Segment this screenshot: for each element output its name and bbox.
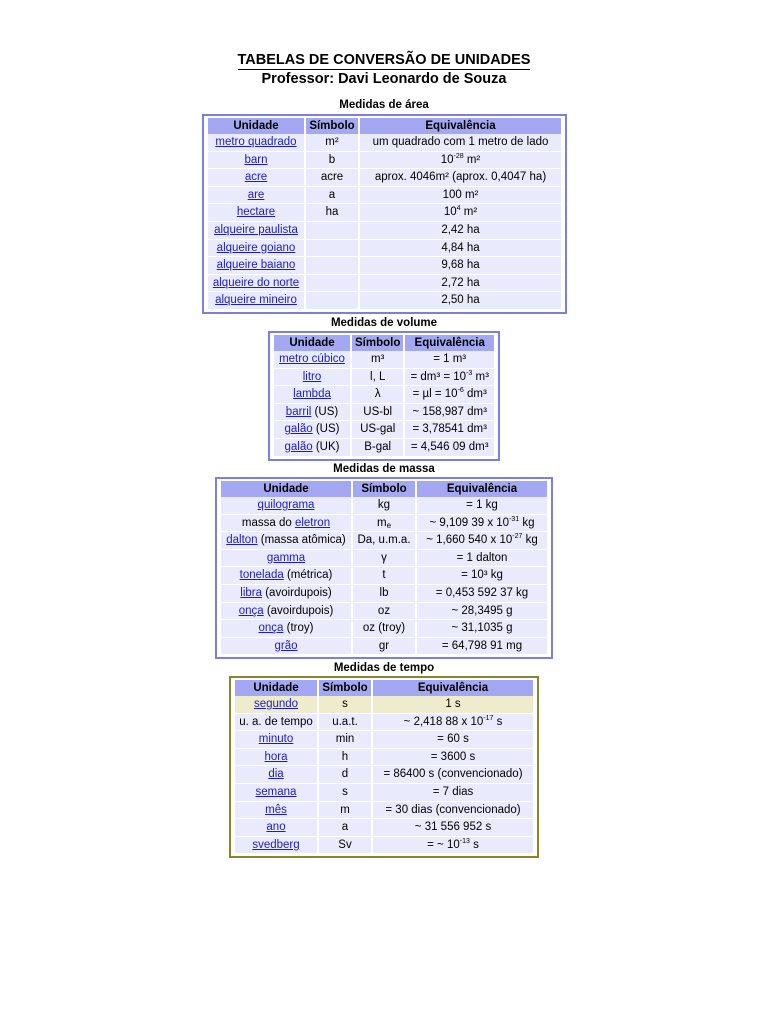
- table-row: [235, 766, 533, 784]
- unit-link[interactable]: galão: [284, 423, 313, 436]
- symbol-text: min: [335, 733, 355, 746]
- unit-cell: [221, 567, 351, 585]
- exponent: 4: [456, 205, 461, 213]
- unit-cell: [208, 187, 304, 205]
- equivalence-cell: [417, 497, 547, 515]
- equivalence-cell: [360, 152, 561, 170]
- exponent: -28: [453, 152, 464, 160]
- symbol-cell: [319, 802, 371, 820]
- equivalence-unit: kg: [522, 534, 538, 547]
- table-row: [235, 802, 533, 820]
- equivalence-cell: [373, 819, 533, 837]
- equivalence-cell: [417, 620, 547, 638]
- symbol-cell: [352, 369, 403, 387]
- unit-cell: [274, 439, 350, 457]
- unit-cell: [235, 802, 317, 820]
- symbol-text: oz: [377, 604, 391, 617]
- unit-cell: [235, 731, 317, 749]
- equivalence-cell: [360, 275, 561, 293]
- symbol-cell: [353, 532, 415, 550]
- unit-cell: [208, 152, 304, 170]
- equivalence-cell: [405, 386, 494, 404]
- symbol-text: m²: [325, 136, 339, 148]
- table-row: [208, 134, 561, 152]
- symbol-subscript: e: [386, 520, 392, 530]
- unit-cell: [235, 696, 317, 714]
- equivalence-cell: [373, 784, 533, 802]
- unit-link[interactable]: ano: [266, 821, 286, 834]
- equivalence-text: 100 m²: [442, 188, 479, 201]
- equivalence-text: ~ 158,987 dm³: [412, 405, 487, 418]
- equivalence-cell: [360, 169, 561, 187]
- equivalence-text: 2,50 ha: [441, 294, 480, 307]
- unit-cell: [221, 585, 351, 603]
- symbol-column-header: Símbolo: [306, 118, 358, 134]
- symbol-text: a: [328, 188, 336, 201]
- unit-link[interactable]: alqueire do norte: [212, 276, 300, 289]
- symbol-text: ha: [325, 206, 339, 219]
- time-table: [233, 680, 535, 854]
- equivalence-text: = 7 dias: [432, 785, 474, 798]
- mass-table-body: [221, 497, 547, 655]
- equivalence-cell: [373, 837, 533, 855]
- equivalence-text: = 86400 s (convencionado): [383, 768, 523, 781]
- unit-prefix: massa do: [241, 516, 295, 529]
- equivalence-cell: [405, 369, 494, 387]
- table-row: [235, 696, 533, 714]
- symbol-cell: [353, 620, 415, 638]
- symbol-text: s: [342, 698, 348, 710]
- exponent: -3: [466, 369, 473, 377]
- unit-cell: [208, 204, 304, 222]
- equivalence-unit: m²: [460, 206, 478, 219]
- equivalence-cell: [373, 766, 533, 784]
- unit-link[interactable]: acre: [244, 171, 268, 184]
- unit-cell: [208, 257, 304, 275]
- table-row: [208, 240, 561, 258]
- document-subtitle: Professor: Davi Leonardo de Souza: [261, 71, 507, 87]
- unit-cell: [235, 784, 317, 802]
- table-row: [221, 532, 547, 550]
- unit-suffix: (métrica): [283, 569, 333, 582]
- equivalence-text: aprox. 4046m² (aprox. 0,4047 ha): [374, 171, 547, 184]
- unit-suffix: (US): [311, 405, 339, 418]
- unit-column-header: Unidade: [235, 680, 317, 696]
- unit-link[interactable]: quilograma: [257, 499, 315, 511]
- unit-link[interactable]: onça: [238, 604, 264, 617]
- table-row: [221, 515, 547, 533]
- area-table-box: [202, 114, 567, 314]
- equivalence-text: um quadrado com 1 metro de lado: [372, 136, 549, 148]
- equivalence-text: = 3,78541 dm³: [412, 423, 487, 436]
- symbol-cell: [306, 152, 358, 170]
- equivalence-cell: [405, 439, 494, 457]
- equivalence-unit: m²: [463, 153, 481, 166]
- symbol-cell: [352, 421, 403, 439]
- unit-column-header: Unidade: [274, 335, 350, 351]
- unit-link[interactable]: hectare: [236, 206, 276, 219]
- unit-link[interactable]: litro: [302, 370, 322, 383]
- unit-link[interactable]: minuto: [258, 733, 294, 746]
- equivalence-unit: m³: [472, 370, 489, 383]
- unit-link[interactable]: libra: [240, 586, 263, 599]
- symbol-cell: [353, 515, 415, 533]
- area-table: [206, 118, 563, 310]
- time-table-body: [235, 696, 533, 854]
- equivalence-text: = dm³ = 10: [410, 370, 467, 383]
- symbol-cell: [306, 204, 358, 222]
- unit-cell: [221, 638, 351, 656]
- document-title: TABELAS DE CONVERSÃO DE UNIDADES: [237, 52, 531, 68]
- unit-link[interactable]: dia: [268, 768, 284, 781]
- equivalence-cell: [405, 421, 494, 439]
- unit-link[interactable]: galão: [284, 440, 313, 453]
- symbol-cell: [306, 292, 358, 310]
- equivalence-cell: [360, 187, 561, 205]
- equivalence-unit: kg: [519, 516, 535, 529]
- equivalence-cell: [405, 404, 494, 422]
- symbol-text: acre: [320, 171, 344, 184]
- equivalence-text: 4,84 ha: [441, 241, 480, 254]
- unit-cell: [235, 714, 317, 732]
- unit-column-header: Unidade: [221, 481, 351, 497]
- unit-link[interactable]: eletron: [294, 516, 331, 529]
- equivalence-column-header: Equivalência: [373, 680, 533, 696]
- symbol-cell: [306, 275, 358, 293]
- symbol-cell: [352, 404, 403, 422]
- symbol-text: Da, u.m.a.: [357, 534, 411, 547]
- equivalence-cell: [417, 585, 547, 603]
- equivalence-cell: [417, 515, 547, 533]
- equivalence-text: = 64,798 91 mg: [441, 639, 523, 652]
- unit-cell: [221, 603, 351, 621]
- table-row: [235, 731, 533, 749]
- equivalence-cell: [373, 696, 533, 714]
- symbol-cell: [319, 784, 371, 802]
- symbol-cell: [353, 550, 415, 568]
- unit-cell: [208, 275, 304, 293]
- symbol-text: US-gal: [360, 423, 396, 436]
- unit-suffix: (massa atômica): [257, 534, 346, 547]
- exponent: -17: [483, 714, 494, 722]
- exponent: -27: [512, 533, 523, 541]
- mass-table: [219, 481, 549, 655]
- symbol-cell: [352, 351, 403, 369]
- equivalence-cell: [417, 550, 547, 568]
- table-row: [221, 567, 547, 585]
- table-row: [221, 550, 547, 568]
- table-row: [274, 351, 494, 369]
- unit-link[interactable]: mês: [265, 803, 287, 816]
- equivalence-text: = ~ 10: [427, 838, 460, 851]
- unit-link[interactable]: grão: [274, 639, 298, 652]
- unit-link[interactable]: semana: [255, 785, 297, 798]
- symbol-cell: [352, 439, 403, 457]
- unit-suffix: (avoirdupois): [263, 604, 334, 617]
- table-row: [235, 819, 533, 837]
- mass-table-box: [215, 477, 553, 659]
- table-row: [208, 222, 561, 240]
- symbol-cell: [306, 222, 358, 240]
- table-row: [235, 784, 533, 802]
- symbol-cell: [306, 257, 358, 275]
- equivalence-cell: [417, 638, 547, 656]
- unit-cell: [208, 222, 304, 240]
- symbol-text: l, L: [370, 370, 386, 383]
- mass-section-title: Medidas de massa: [333, 463, 435, 475]
- equivalence-text: ~ 1,660 540 x 10: [426, 534, 513, 547]
- equivalence-text: 1 s: [445, 698, 461, 710]
- symbol-text: b: [328, 153, 336, 166]
- equivalence-text: ~ 28,3495 g: [451, 604, 513, 617]
- equivalence-unit: dm³: [463, 388, 487, 401]
- symbol-cell: [353, 497, 415, 515]
- symbol-cell: [353, 638, 415, 656]
- area-section-title: Medidas de área: [339, 99, 429, 111]
- unit-column-header: Unidade: [208, 118, 304, 134]
- equivalence-cell: [373, 802, 533, 820]
- unit-suffix: (troy): [283, 622, 314, 635]
- equivalence-text: = 1 kg: [466, 499, 498, 511]
- symbol-cell: [319, 731, 371, 749]
- table-row: [274, 404, 494, 422]
- symbol-text: kg: [377, 499, 391, 511]
- unit-link[interactable]: metro cúbico: [279, 353, 345, 365]
- unit-link[interactable]: alqueire goiano: [216, 241, 296, 254]
- equivalence-column-header: Equivalência: [405, 335, 494, 351]
- equivalence-text: = 10³ kg: [461, 569, 503, 582]
- time-section-title: Medidas de tempo: [333, 662, 435, 674]
- table-row: [235, 714, 533, 732]
- equivalence-text: 2,72 ha: [441, 276, 480, 289]
- equivalence-text: ~ 2,418 88 x 10: [403, 715, 484, 728]
- symbol-cell: [353, 603, 415, 621]
- equivalence-cell: [417, 603, 547, 621]
- equivalence-cell: [360, 240, 561, 258]
- symbol-cell: [319, 837, 371, 855]
- equivalence-text: = 3600 s: [430, 750, 476, 763]
- symbol-text: a: [341, 821, 349, 834]
- unit-link[interactable]: svedberg: [252, 838, 300, 851]
- equivalence-text: = 4,546 09 dm³: [410, 440, 489, 453]
- exponent: -13: [459, 837, 470, 845]
- equivalence-text: = 1 dalton: [456, 551, 508, 564]
- volume-table: [272, 335, 496, 457]
- unit-link[interactable]: barril: [285, 405, 312, 418]
- symbol-text: lb: [379, 586, 389, 599]
- unit-cell: [208, 292, 304, 310]
- unit-cell: [235, 837, 317, 855]
- unit-link[interactable]: barn: [244, 153, 268, 166]
- symbol-text: s: [342, 785, 348, 798]
- equivalence-text: = µl = 10: [412, 388, 458, 401]
- equivalence-text: 2,42 ha: [441, 223, 480, 236]
- unit-suffix: (UK): [312, 440, 340, 453]
- table-row: [208, 204, 561, 222]
- symbol-text: t: [382, 569, 386, 582]
- equivalence-cell: [405, 351, 494, 369]
- equivalence-cell: [360, 292, 561, 310]
- exponent: -6: [457, 387, 464, 395]
- table-row: [208, 257, 561, 275]
- equivalence-cell: [373, 731, 533, 749]
- equivalence-text: ~ 31,1035 g: [451, 622, 513, 635]
- unit-cell: [221, 497, 351, 515]
- symbol-cell: [319, 819, 371, 837]
- unit-link[interactable]: segundo: [253, 698, 299, 710]
- symbol-cell: [319, 714, 371, 732]
- volume-table-box: [268, 331, 500, 461]
- equivalence-text: ~ 31 556 952 s: [414, 821, 492, 834]
- symbol-text: m³: [370, 353, 385, 365]
- unit-cell: [221, 515, 351, 533]
- unit-cell: [274, 404, 350, 422]
- symbol-text: m: [340, 803, 350, 816]
- volume-table-body: [274, 351, 494, 457]
- unit-cell: [221, 550, 351, 568]
- symbol-cell: [319, 766, 371, 784]
- exponent: -31: [509, 515, 520, 523]
- equivalence-text: = 0,453 592 37 kg: [435, 586, 529, 599]
- equivalence-text: 10: [443, 206, 457, 219]
- equivalence-cell: [417, 532, 547, 550]
- symbol-cell: [306, 169, 358, 187]
- symbol-text: h: [341, 750, 349, 763]
- symbol-text: US-bl: [363, 405, 393, 418]
- symbol-cell: [353, 585, 415, 603]
- equivalence-unit: s: [493, 715, 503, 728]
- equivalence-cell: [360, 222, 561, 240]
- equivalence-cell: [360, 134, 561, 152]
- unit-link[interactable]: alqueire mineiro: [215, 294, 297, 307]
- symbol-cell: [306, 187, 358, 205]
- unit-cell: [208, 240, 304, 258]
- unit-cell: [221, 532, 351, 550]
- symbol-cell: [319, 696, 371, 714]
- equivalence-text: = 30 dias (convencionado): [385, 803, 521, 816]
- symbol-text: Sv: [338, 838, 352, 851]
- unit-link[interactable]: metro quadrado: [215, 136, 297, 148]
- table-row: [208, 152, 561, 170]
- time-table-box: [229, 676, 539, 858]
- symbol-text: gr: [378, 639, 390, 652]
- table-row: [274, 386, 494, 404]
- equivalence-cell: [373, 714, 533, 732]
- equivalence-text: 9,68 ha: [441, 259, 480, 272]
- unit-cell: [221, 620, 351, 638]
- area-table-body: [208, 134, 561, 310]
- symbol-text: γ: [381, 551, 387, 564]
- unit-link[interactable]: lambda: [293, 388, 331, 401]
- symbol-cell: [306, 134, 358, 152]
- unit-link[interactable]: gamma: [266, 551, 306, 564]
- unit-cell: [235, 819, 317, 837]
- unit-link[interactable]: dalton: [226, 534, 258, 547]
- table-row: [274, 439, 494, 457]
- unit-link[interactable]: alqueire paulista: [214, 223, 298, 236]
- equivalence-cell: [417, 567, 547, 585]
- volume-section-title: Medidas de volume: [330, 317, 438, 329]
- table-row: [221, 620, 547, 638]
- symbol-cell: [306, 240, 358, 258]
- equivalence-cell: [360, 257, 561, 275]
- unit-name: u. a. de tempo: [239, 715, 313, 728]
- symbol-column-header: Símbolo: [319, 680, 371, 696]
- unit-cell: [274, 351, 350, 369]
- table-row: [221, 603, 547, 621]
- equivalence-text: = 60 s: [437, 733, 469, 746]
- symbol-text: m: [376, 516, 387, 529]
- symbol-cell: [352, 386, 403, 404]
- unit-suffix: (avoirdupois): [262, 586, 332, 599]
- equivalence-cell: [373, 749, 533, 767]
- unit-cell: [235, 766, 317, 784]
- table-row: [208, 275, 561, 293]
- symbol-text: u.a.t.: [332, 715, 358, 728]
- unit-link[interactable]: are: [247, 188, 265, 201]
- unit-suffix: (US): [312, 423, 340, 436]
- unit-link[interactable]: alqueire baiano: [216, 259, 296, 272]
- unit-cell: [208, 134, 304, 152]
- table-row: [208, 292, 561, 310]
- table-row: [208, 169, 561, 187]
- table-row: [221, 585, 547, 603]
- unit-cell: [274, 369, 350, 387]
- unit-link[interactable]: tonelada: [239, 569, 284, 582]
- equivalence-unit: s: [469, 838, 479, 851]
- equivalence-cell: [360, 204, 561, 222]
- table-row: [274, 369, 494, 387]
- table-row: [221, 638, 547, 656]
- symbol-text: λ: [374, 388, 381, 401]
- document-header: [0, 51, 768, 88]
- table-row: [235, 749, 533, 767]
- unit-link[interactable]: onça: [258, 622, 284, 635]
- table-row: [235, 837, 533, 855]
- symbol-text: oz (troy): [362, 622, 406, 635]
- unit-cell: [274, 421, 350, 439]
- unit-cell: [235, 749, 317, 767]
- symbol-column-header: Símbolo: [353, 481, 415, 497]
- equivalence-column-header: Equivalência: [417, 481, 547, 497]
- equivalence-text: 10: [440, 153, 454, 166]
- unit-cell: [208, 169, 304, 187]
- symbol-cell: [353, 567, 415, 585]
- symbol-column-header: Símbolo: [352, 335, 403, 351]
- equivalence-text: ~ 9,109 39 x 10: [429, 516, 510, 529]
- symbol-text: B-gal: [364, 440, 392, 453]
- unit-cell: [274, 386, 350, 404]
- table-row: [208, 187, 561, 205]
- equivalence-text: = 1 m³: [433, 353, 467, 365]
- symbol-text: d: [341, 768, 349, 781]
- table-row: [221, 497, 547, 515]
- table-row: [274, 421, 494, 439]
- unit-link[interactable]: hora: [264, 750, 288, 763]
- equivalence-column-header: Equivalência: [360, 118, 561, 134]
- symbol-cell: [319, 749, 371, 767]
